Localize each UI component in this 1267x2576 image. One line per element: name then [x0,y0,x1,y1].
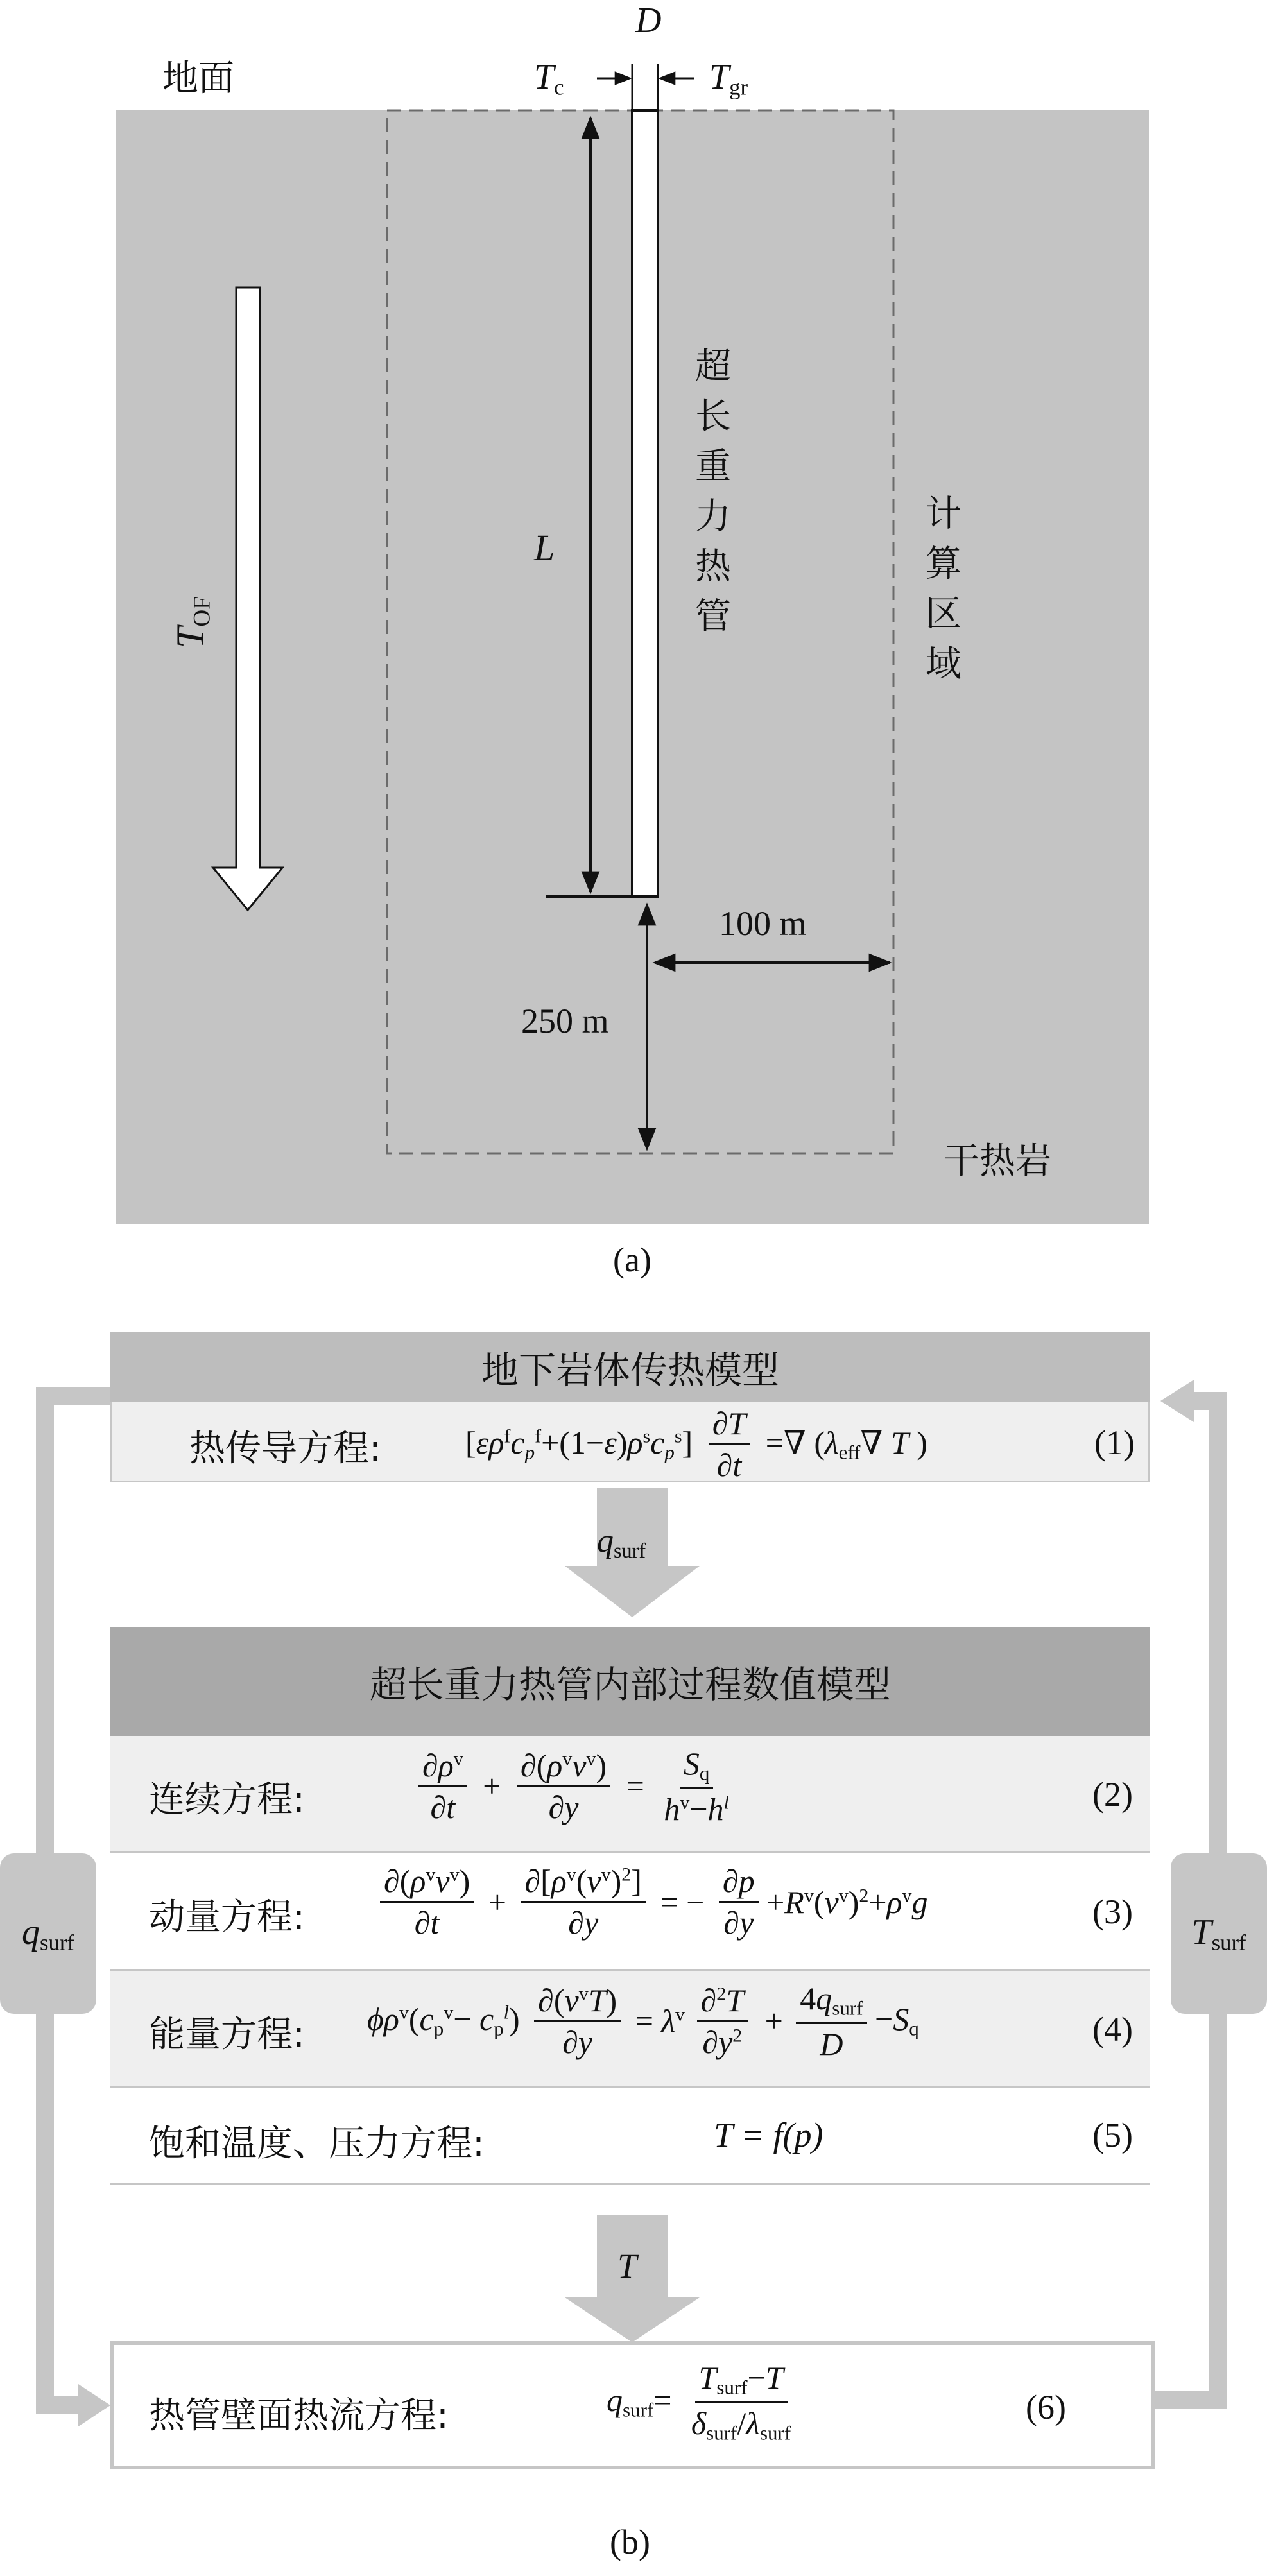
eq4-number: (4) [1092,2010,1133,2048]
eq5-number: (5) [1092,2116,1133,2154]
tc-subscript: c [554,74,564,100]
eq3-formula: $\frac{\partial(\rho^vv^v)}{\partial t}$ + $\frac{\partial[\rho^v(v^v)^2]}{\partial y}$ = − $\frac{\partial p}{\partial y}$ $+R^v(v^v)^2+\rho^vg$ [380,1865,928,1939]
heat-conduction-label: 热传导方程: [189,1428,381,1470]
left-loop-label [0,1853,96,2014]
energy-label: 能量方程: [149,2014,305,2056]
pipe-model-title: 超长重力热管内部过程数值模型 [369,1663,891,1706]
eq3-number: (3) [1092,1893,1133,1931]
rock-label: 干热岩 [944,1140,1051,1182]
heat-pipe [632,110,658,897]
eq6-number: (6) [1026,2388,1066,2426]
qsurf-arrow-sub: surf [614,1539,646,1563]
eq1-row [110,1402,1150,1482]
dim-100-label: 100 m [719,904,807,943]
tof-arrow [213,288,282,910]
ground-label: 地面 [162,58,234,99]
eq5-row [110,2088,1150,2183]
tgr-subscript: gr [729,74,748,100]
tc-label [534,56,564,101]
eq1-formula: $[\varepsilon\rho^fc_p^f+(1-\varepsilon)\rho^sc_p^s]$ $\frac{\partial T}{\partial t}$ =∇ ($\lambda_{eff}\nabla$ T ) [465,1405,927,1483]
eq3-row [110,1853,1150,1971]
t-arrow-label: T [617,2247,637,2285]
right-loop-sub: surf [1211,1930,1246,1955]
eq1-number: (1) [1094,1423,1135,1462]
eq6-formula: $q_{surf}=$ $\frac{T_{surf}-T}{\delta_{surf}/\lambda_{surf}}$ [607,2360,791,2444]
caption-b: (b) [610,2523,650,2561]
dim-250-label: 250 m [521,1002,609,1040]
wall-label: 热管壁面热流方程: [149,2395,449,2437]
length-label: L [534,527,555,569]
tgr-symbol: T [709,57,730,97]
eq2-number: (2) [1092,1775,1133,1814]
rock-model-title: 地下岩体传热模型 [481,1348,779,1392]
continuity-label: 连续方程: [149,1779,305,1821]
caption-a: (a) [613,1241,651,1279]
eq4-formula: $\phi\rho^v(c_p^v- c_p^l)$ $\frac{\partial(v^vT)}{\partial y}$ = $\lambda^v$ $\frac{\partial^2T}{\partial y^2}$ + $\frac{4q_{surf}}{D}$ $-S_q$ [367,1980,919,2062]
eq4-row [110,1971,1150,2088]
rock-model-header [110,1332,1150,1402]
tc-symbol: T [534,57,555,97]
right-loop-label [1171,1853,1267,2014]
diameter-label: D [635,1,662,40]
pipe-label: 超长重力热管 [689,347,731,647]
tof-subscript: OF [189,596,216,627]
pipe-model-header [110,1627,1150,1736]
qsurf-arrow-label [597,1522,646,1563]
left-loop-q: q [22,1912,40,1952]
left-loop-sub: surf [40,1930,74,1955]
tof-symbol: T [169,626,211,648]
domain-label: 计算区域 [920,494,961,694]
qsurf-arrow-q: q [597,1523,614,1559]
eq2-row [110,1736,1150,1853]
right-loop-t: T [1191,1912,1212,1952]
momentum-label: 动量方程: [149,1896,305,1938]
saturation-label: 饱和温度、压力方程: [149,2123,485,2165]
tof-label [168,596,216,648]
eq5-formula: T = f(p) [714,2116,823,2154]
eq2-formula: $\frac{\partial\rho^v}{\partial t}$ + $\frac{\partial(\rho^vv^v)}{\partial y}$ = $\frac{S_q}{h^v-h^l}$ [418,1747,733,1825]
tgr-label [709,56,748,101]
